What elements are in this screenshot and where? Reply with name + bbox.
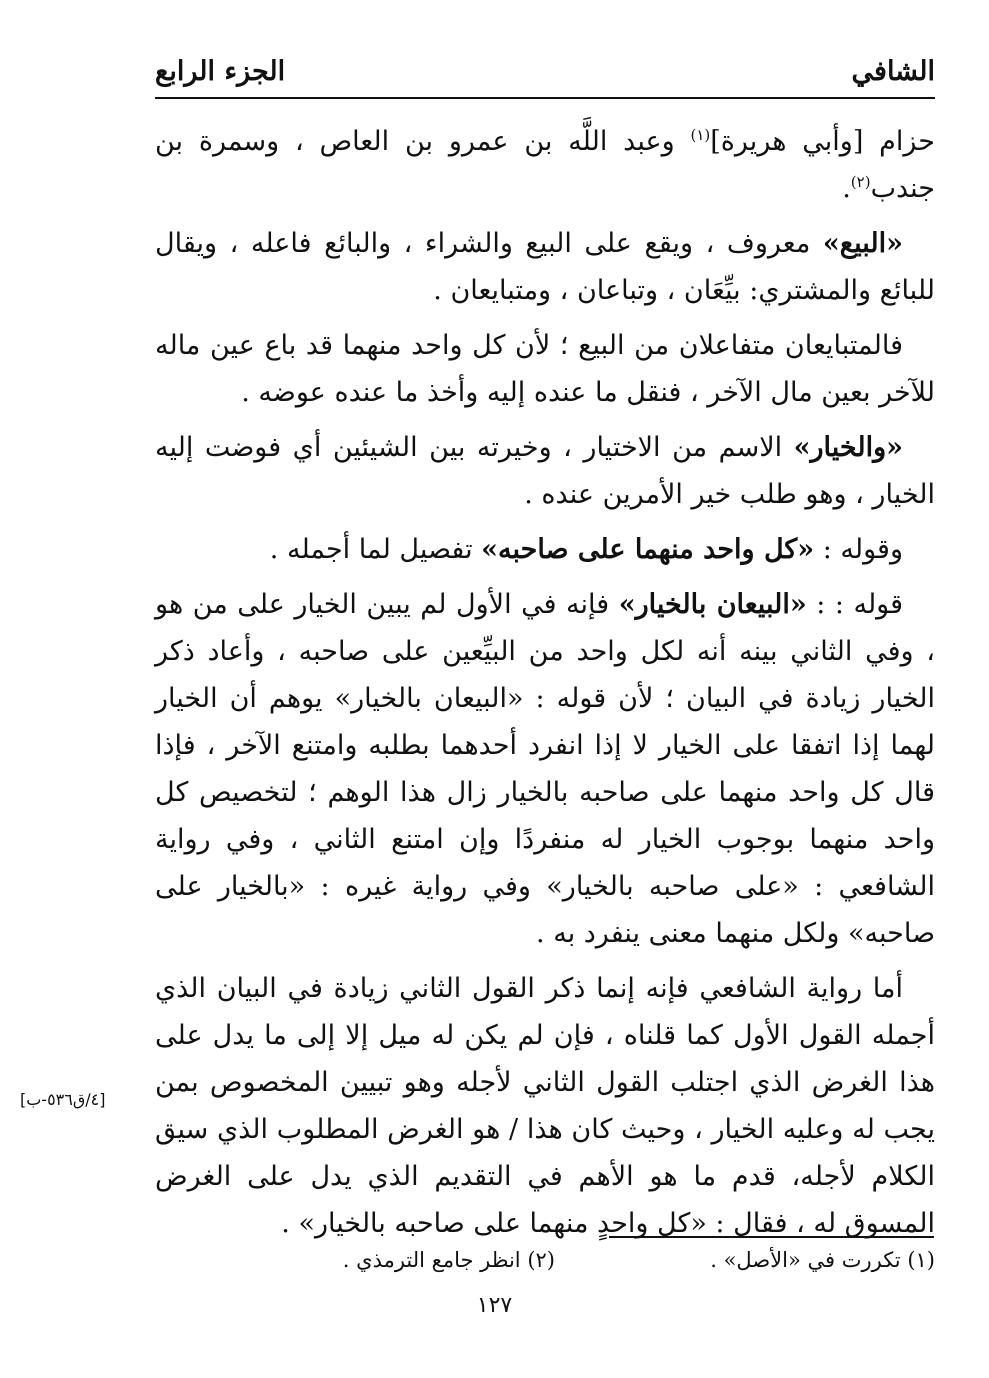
- manuscript-folio-note: [٤/ق٥٣٦-ب]: [20, 1090, 106, 1109]
- quote-bayyiaan: «البيعان بالخيار»: [618, 589, 807, 620]
- paragraph-7: أما رواية الشافعي فإنه إنما ذكر القول الثاني زيادة في البيان الذي أجمله القول الأول كما قلناه ، فإن لم يكن له ميل إلا إلى ما يدل على هذا الغرض الذي اجتلب القول الثاني لأجله وهو تبيين المخصوص بمن يجب له وعليه الخيار ، وحيث كان هذا / هو الغرض المطلوب الذي سيق الكلام لأجله، قدم ما هو الأهم في التقديم الذي يدل على الغرض المسوق له ، فقال : «كل واحدٍ منهما على صاحبه بالخيار» .: [155, 973, 935, 1239]
- paragraph-3: فالمتبايعان متفاعلان من البيع ؛ لأن كل واحد منهما قد باع عين ماله للآخر بعين مال الآخر ، فنقل ما عنده إليه وأخذ ما عنده عوضه .: [155, 330, 935, 408]
- term-bay: «البيع»: [822, 228, 903, 259]
- book-title: الشافي: [851, 56, 935, 87]
- main-text: [155, 118, 935, 1255]
- paragraph-4: «والخيار» الاسم من الاختيار ، وخيرته بين الشيئين أي فوضت إليه الخيار ، وهو طلب خير الأمرين عنده .: [155, 432, 935, 510]
- page-number: ١٢٧: [476, 1293, 513, 1318]
- footnote-ref-1: (١): [690, 126, 711, 144]
- page-header: [155, 52, 935, 100]
- footnote-2: (٢) انظر جامع الترمذي .: [342, 1248, 555, 1272]
- footnotes: [155, 1248, 935, 1288]
- header-divider: [155, 97, 935, 99]
- footnote-1: (١) تكررت في «الأصل» .: [710, 1248, 935, 1272]
- term-khiyar: «والخيار»: [793, 432, 903, 463]
- volume-title: الجزء الرابع: [155, 56, 286, 87]
- paragraph-1: حزام [وأبي هريرة]$^{(١)}$ وعبد اللَّه بن عمرو بن العاص ، وسمرة بن جندب$^{(٢)}$.: [155, 126, 935, 204]
- footnote-ref-2: (٢): [850, 173, 871, 191]
- paragraph-5: وقوله : «كل واحد منهما على صاحبه» تفصيل لما أجمله .: [269, 534, 903, 565]
- footnote-divider: [609, 1236, 934, 1238]
- quote-kull-wahid: «كل واحد منهما على صاحبه»: [481, 534, 815, 565]
- paragraph-6: قوله : : «البيعان بالخيار» فإنه في الأول لم يبين الخيار على من هو ، وفي الثاني بينه أنه لكل واحد من البيِّعين على صاحبه ، وأعاد ذكر الخيار زيادة في البيان ؛ لأن قوله : «البيعان بالخيار» يوهم أن الخيار لهما إذا اتفقا على الخيار لا إذا انفرد أحدهما بطلبه وامتنع الآخر ، فإذا قال كل واحد منهما على صاحبه بالخيار زال هذا الوهم ؛ لتخصيص كل واحد منهما بوجوب الخيار له منفردًا وإن امتنع الثاني ، وفي رواية الشافعي : «على صاحبه بالخيار» وفي رواية غيره : «بالخيار على صاحبه» ولكل منهما معنى ينفرد به .: [155, 589, 935, 949]
- paragraph-2: «البيع» معروف ، ويقع على البيع والشراء ، والبائع فاعله ، ويقال للبائع والمشتري: بيِّعَان ، وتباعان ، ومتبايعان .: [155, 228, 935, 306]
